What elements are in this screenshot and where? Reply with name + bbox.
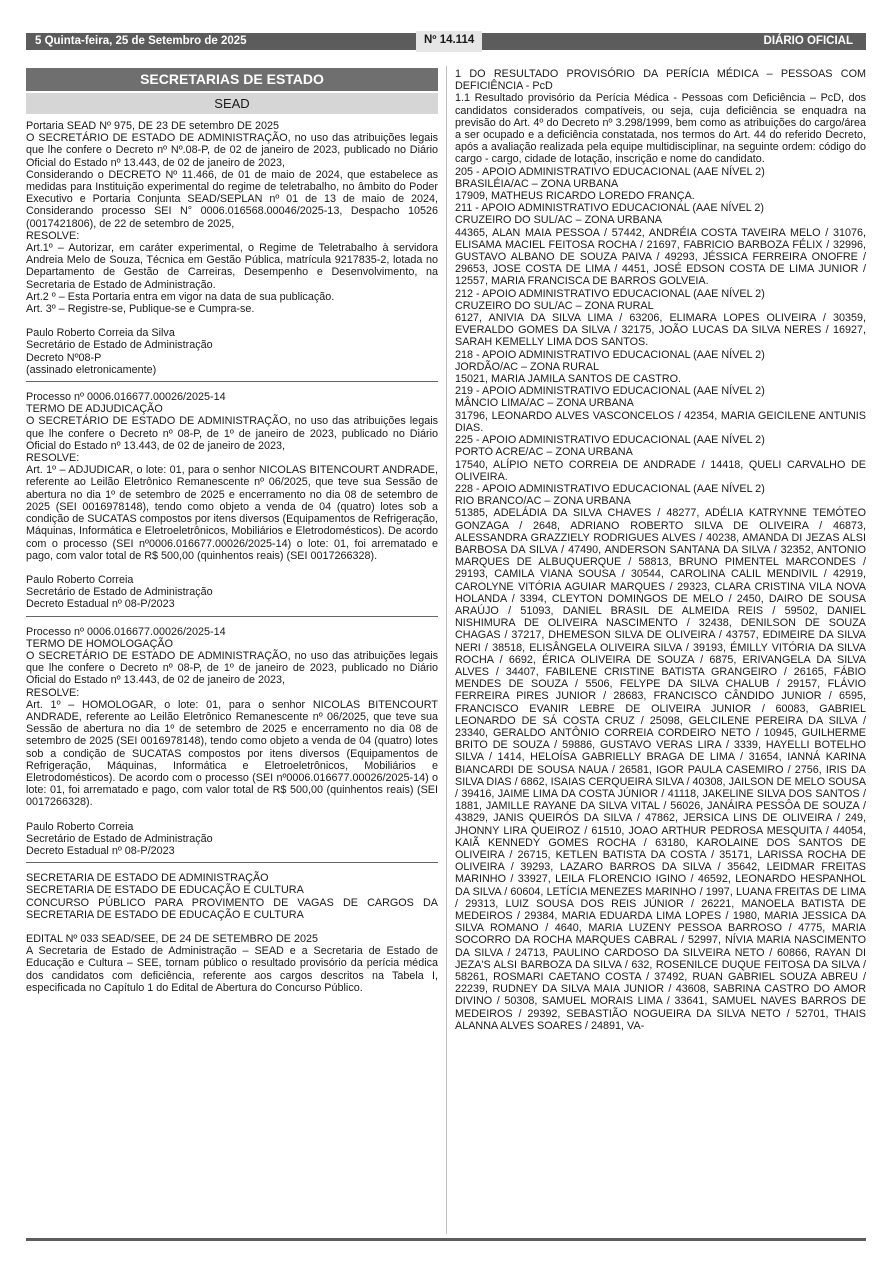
section-title: SECRETARIAS DE ESTADO	[26, 68, 438, 91]
signature-role: Secretário de Estado de Administração	[26, 586, 213, 599]
homologacao-block	[26, 626, 438, 858]
edital-body: A Secretaria de Estado de Administração – SEAD e a Secretaria de Estado de Educação e Cultura – SEE, tornam público o resultado provisório da perícia médica dos candidatos com deficiência, referente aos cargos descritos na Tabela I, especificada no Capítulo 1 do Edital de Abertura do Concurso Público.	[26, 945, 438, 994]
portaria-art1: Art.1º – Autorizar, em caráter experimental, o Regime de Teletrabalho à servidora Andreia Melo de Souza, Técnica em Gestão Pública, matrícula 9217835-2, lotada no Departamento de Gestão de Carreiras, Desempenho e Desenvolvimento, na Secretaria de Estado de Administração.	[26, 242, 438, 291]
group-city: CRUZEIRO DO SUL/AC – ZONA URBANA	[455, 214, 662, 227]
group-title: 218 - APOIO ADMINISTRATIVO EDUCACIONAL (AAE NÍVEL 2)	[455, 348, 765, 361]
candidate-list: 6127, ANIVIA DA SILVA LIMA / 63206, ELIMARA LOPES OLIVEIRA / 30359, EVERALDO GOMES DA SILVA / 32175, JOÃO LUCAS DA SILVA NERES / 16927, SARAH KEMELLY LIMA DOS SANTOS.	[455, 312, 866, 349]
portaria-block	[26, 120, 438, 376]
signature-decree: Decreto Estadual nº 08-P/2023	[26, 598, 175, 611]
portaria-resolve: RESOLVE:	[26, 229, 80, 242]
candidate-list: 44365, ALAN MAIA PESSOA / 57442, ANDRÉIA COSTA TAVEIRA MELO / 31076, ELISAMA MACIEL FEITOSA ROCHA / 21697, FABRICIO BARBOZA FÉLIX / 32996, GUSTAVO ALBANO DE SOUZA PAIVA / 49293, JÉSSICA FERREIRA ONOFRE / 29653, JOSE COSTA DE LIMA / 4451, JOSÉ EDSON COSTA DE LIMA JUNIOR / 12557, MARIA FRANCISCA DE BARROS GOLVEIA.	[455, 226, 866, 288]
homologacao-body: O SECRETÁRIO DE ESTADO DE ADMINISTRAÇÃO, no uso das atribuições legais que lhe confere o Decreto nº 08-P, de 1º de janeiro de 2023, publicado no Diário Oficial do Estado nº 13.443, de 02 de janeiro de 2023,	[26, 649, 438, 687]
signature-decree: Decreto Nº08-P	[26, 351, 102, 364]
adjudicacao-art1: Art. 1º – ADJUDICAR, o lote: 01, para o senhor NICOLAS BITENCOURT ANDRADE, referente ao Leilão Eletrônico Remanescente nº 06/2025, que teve sua Sessão de abertura no dia 1º de setembro de 2025 e encerramento no dia 08 de setembro de 2025 (SEI 0016978148), tendo como objeto a venda de 04 (quatro) lotes sob a condição de SUCATAS compostos por itens diversos (Equipamentos de Refrigeração, Máquinas, Informática e Eletroeletrônicos, Mobiliários e Eletrodomésticos). De acordo com o processo (SEI nº0006.016677.00026/2025-14) o lote: 01, foi arrematado e pago, com valor total de R$ 500,00 (quinhentos reais) (SEI 0017266328).	[26, 464, 438, 562]
homologacao-resolve: RESOLVE:	[26, 686, 80, 699]
group-title: 205 - APOIO ADMINISTRATIVO EDUCACIONAL (AAE NÍVEL 2)	[455, 165, 765, 178]
left-column	[26, 68, 438, 994]
adjudicacao-resolve: RESOLVE:	[26, 452, 80, 465]
result-heading: 1 DO RESULTADO PROVISÓRIO DA PERÍCIA MÉDICA – PESSOAS COM DEFICIÊNCIA - PcD	[455, 68, 866, 93]
page-bottom-rule	[26, 1238, 866, 1241]
group-title: 212 - APOIO ADMINISTRATIVO EDUCACIONAL (AAE NÍVEL 2)	[455, 287, 765, 300]
publication-name: DIÁRIO OFICIAL	[763, 35, 853, 47]
adjudicacao-body: O SECRETÁRIO DE ESTADO DE ADMINISTRAÇÃO, no uso das atribuições legais que lhe confere o Decreto nº 08-P, de 1º de janeiro de 2023, publicado no Diário Oficial do Estado nº 13.443, de 02 de janeiro de 2023,	[26, 415, 438, 452]
adjudicacao-process: Processo nº 0006.016677.00026/2025-14	[26, 391, 226, 404]
edital-title: EDITAL Nº 033 SEAD/SEE, DE 24 DE SETEMBRO DE 2025	[26, 932, 318, 945]
portaria-considerando: Considerando o DECRETO Nº 11.466, de 01 de maio de 2024, que estabelece as medidas para Instituição experimental do regime de teletrabalho, no âmbito do Poder Executivo e Portaria Conjunta SEAD/SEPLAN nº 01 de 13 de maio de 2024, Considerando processo SEI N° 0006.016568.00046/2025-13, Despacho 10526 (0017421806), de 22 de setembro de 2025,	[26, 168, 438, 230]
signature-role: Secretário de Estado de Administração	[26, 832, 213, 845]
group-city: JORDÃO/AC – ZONA RURAL	[455, 360, 599, 373]
concurso-line-2: SECRETARIA DE ESTADO DE EDUCAÇÃO E CULTURA	[26, 884, 304, 897]
page-date: 5 Quinta-feira, 25 de Setembro de 2025	[35, 35, 247, 47]
signature-name: Paulo Roberto Correia	[26, 820, 134, 833]
group-city: RIO BRANCO/AC – ZONA URBANA	[455, 495, 631, 508]
group-city: BRASILÉIA/AC – ZONA URBANA	[455, 177, 619, 190]
homologacao-process: Processo nº 0006.016677.00026/2025-14	[26, 625, 226, 638]
candidate-list: 17540, ALÍPIO NETO CORREIA DE ANDRADE / 14418, QUELI CARVALHO DE OLIVEIRA.	[455, 458, 866, 483]
section-rule	[26, 862, 438, 863]
portaria-art3: Art. 3º – Registre-se, Publique-se e Cumpra-se.	[26, 303, 255, 316]
homologacao-art1: Art. 1º – HOMOLOGAR, o lote: 01, para o senhor NICOLAS BITENCOURT ANDRADE, referente ao Leilão Eletrônico Remanescente nº 06/2025, que teve sua Sessão de abertura no dia 1º de setembro de 2025 e encerramento no dia 08 de setembro de 2025 (SEI 0016978148), tendo como objeto a venda de 04 (quatro) lotes sob a condição de SUCATAS compostos por itens diversos (Equipamentos de Refrigeração, Máquinas, Informática e Eletroeletrônicos, Mobiliários e Eletrodomésticos). De acordo com o processo (SEI nº0006.016677.00026/2025-14) o lote: 01, foi arrematado e pago, com valor total de R$ 500,00 (quinhentos reais) (SEI 0017266328).	[26, 698, 438, 809]
portaria-body: O SECRETÁRIO DE ESTADO DE ADMINISTRAÇÃO, no uso das atribuições legais que lhe confere o Decreto nº Nº.08-P, de 02 de janeiro de 2023, publicado no Diário Oficial do Estado nº 13.443, de 02 de janeiro de 2023,	[26, 132, 438, 169]
section-rule	[26, 616, 438, 617]
candidate-list: 31796, LEONARDO ALVES VASCONCELOS / 42354, MARIA GEICILENE ANTUNIS DIAS.	[455, 409, 866, 434]
concurso-block	[26, 872, 438, 994]
homologacao-title: TERMO DE HOMOLOGAÇÃO	[26, 637, 173, 650]
group-city: PORTO ACRE/AC – ZONA URBANA	[455, 446, 633, 459]
right-column	[455, 68, 866, 1032]
group-city: CRUZEIRO DO SUL/AC – ZONA RURAL	[455, 299, 654, 312]
signature-name: Paulo Roberto Correia	[26, 573, 134, 586]
signature-role: Secretário de Estado de Administração	[26, 339, 213, 352]
candidate-list: 51385, ADELÁDIA DA SILVA CHAVES / 48277, ADÉLIA KATRYNNE TEMÓTEO GONZAGA / 2648, ADRIANO ROBERTO SILVA DE OLIVEIRA / 46873, ALESSANDRA GRAZZIELY RODRIGUES ALVES / 40238, AMANDA DI JEZAS ALSI BARBOSA DA SILVA / 47490, ANDERSON SANTANA DA SILVA / 32352, ANTONIO MARQUES DE ALBUQUERQUE / 58813, BRUNO PIMENTEL MARCONDES / 29193, CAMILA VIANA SOUSA / 30544, CAROLINA CALIL MENDIVIL / 42919, CAROLYNE VITÓRIA AGUIAR MARQUES / 29323, CLARA CRISTINA VILA NOVA HOLANDA / 3394, CLEYTON DOMINGOS DE MELO / 2450, DAIRO DE SOUSA ARAÚJO / 51093, DANIEL BRASIL DE ALMEIDA REIS / 59502, DANIEL NISHIMURA DE OLIVEIRA NASCIMENTO / 32438, DENILSON DE SOUZA CHAGAS / 37217, DHEMESON SILVA DE OLIVEIRA / 43757, EDIMEIRE DA SILVA NERI / 38518, ELISÂNGELA OLIVEIRA SILVA / 39193, ÉMILLY VITÓRIA DA SILVA ROCHA / 6692, ÉRICA OLIVEIRA DE SOUZA / 6875, ERIVANGELA DA SILVA ALVES / 34407, FABILENE CRISTINE BATISTA GRANGEIRO / 26165, FÁBIO MENDES DE SOUZA / 5506, FELYPE DA SILVA CHALUB / 29157, FLÁVIO FERREIRA PIRES JUNIOR / 28683, FRANCISCO CÂNDIDO JUNIOR / 6595, FRANCISCO EVANIR LEBRE DE OLIVEIRA JUNIOR / 60083, GABRIEL LEONARDO DE SÁ COSTA CRUZ / 25098, GELCILENE PEREIRA DA SILVA / 23340, GERALDO ANTÔNIO CORREIA CORDEIRO NETO / 10945, GUILHERME BRITO DE SOUZA / 59886, GUSTAVO VERAS LIRA / 3339, HAYELLI BOTELHO SILVA / 1414, HELOÍSA GABRIELLY BRAGA DE LIMA / 31654, IANNÁ KARINA BIANCARDI DE SOUSA NAUA / 26581, IGOR PAULA CASEMIRO / 2756, IRIS DA SILVA DIAS / 6862, ISAIAS CERQUEIRA SILVA / 40308, JAILSON DE MELO SOUSA / 39416, JAIME LIMA DA COSTA JÚNIOR / 41118, JAKELINE SILVA DOS SANTOS / 1881, JAMILLE RAYANE DA SILVA VITAL / 56026, JANÁIRA PESSÔA DE SOUZA / 43829, JANIS QUEIRÓS DA SILVA / 47862, JERSICA LINS DE OLIVEIRA / 249, JHONNY LIRA QUEIROZ / 61510, JOAO ARTHUR PEDROSA MESQUITA / 44054, KAIÃ KENNEDY GOMES ROCHA / 63180, KAROLAINE DOS SANTOS DE OLIVEIRA / 26715, KETLEN BATISTA DA COSTA / 35171, LARISSA ROCHA DE OLIVEIRA / 39293, LAZARO BARROS DA SILVA / 35642, LEIDMAR FREITAS MARINHO / 33927, LEILA FLORENCIO IGINO / 46592, LEONARDO HESPANHOL DA SILVA / 60604, LETÍCIA MENEZES MARINHO / 1997, LUANA FREITAS DE LIMA / 29313, LUIZ SOUSA DOS REIS JÚNIOR / 26221, MANOELA BATISTA DE MEDEIROS / 29384, MARIA EDUARDA LIMA LOPES / 1980, MARIA JESSICA DA SILVA ROMANO / 4640, MARIA LUZENY PESSOA BARROSO / 4775, MARIA SOCORRO DA ROCHA MARQUES CABRAL / 52997, NÍVIA MARIA NASCIMENTO DA SILVA / 24713, PAULINO CARDOSO DA SILVEIRA NETO / 60866, RAYAN DI JEZA'S ALSI BARBOZA DA SILVA / 632, ROSENILCE DUQUE FEITOSA DA SILVA / 58261, ROSMARI CAETANO COSTA / 37492, RUAN GABRIEL SOUZA ABREU / 22239, RUDNEY DA SILVA MAIA JUNIOR / 43608, SABRINA CASTRO DO AMOR DIVINO / 50308, SAMUEL MORAIS LIMA / 33641, SAMUEL NAVES BARROS DE MEDEIROS / 29392, SEBASTIÃO NOGUEIRA DA SILVA NETO / 52701, THAIS ALANNA ALVES SOARES / 24891, VA-	[455, 507, 866, 1032]
section-subtitle: SEAD	[26, 93, 438, 114]
group-title: 211 - APOIO ADMINISTRATIVO EDUCACIONAL (AAE NÍVEL 2)	[455, 202, 764, 215]
group-title: 228 - APOIO ADMINISTRATIVO EDUCACIONAL (AAE NÍVEL 2)	[455, 482, 765, 495]
candidate-list: 15021, MARIA JAMILA SANTOS DE CASTRO.	[455, 373, 682, 386]
concurso-line-1: SECRETARIA DE ESTADO DE ADMINISTRAÇÃO	[26, 872, 269, 885]
adjudicacao-title: TERMO DE ADJUDICAÇÃO	[26, 403, 163, 416]
column-divider	[446, 66, 447, 1234]
signature-note: (assinado eletronicamente)	[26, 363, 157, 376]
group-title: 219 - APOIO ADMINISTRATIVO EDUCACIONAL (AAE NÍVEL 2)	[455, 385, 765, 398]
issue-number: Nº 14.114	[416, 31, 482, 52]
portaria-title: Portaria SEAD Nº 975, DE 23 DE setembro DE 2025	[26, 120, 279, 132]
candidate-list: 17909, MATHEUS RICARDO LOREDO FRANÇA.	[455, 190, 695, 203]
group-city: MÂNCIO LIMA/AC – ZONA URBANA	[455, 397, 634, 410]
signature-name: Paulo Roberto Correia da Silva	[26, 327, 175, 340]
group-title: 225 - APOIO ADMINISTRATIVO EDUCACIONAL (AAE NÍVEL 2)	[455, 434, 765, 447]
signature-decree: Decreto Estadual nº 08-P/2023	[26, 844, 175, 857]
page-header	[26, 33, 866, 50]
adjudicacao-block	[26, 391, 438, 610]
section-rule	[26, 381, 438, 382]
concurso-line-3: CONCURSO PÚBLICO PARA PROVIMENTO DE VAGAS DE CARGOS DA SECRETARIA DE ESTADO DE EDUCAÇÃO E CULTURA	[26, 896, 438, 921]
portaria-art2: Art.2 º – Esta Portaria entra em vigor na data de sua publicação.	[26, 290, 335, 303]
result-intro: 1.1 Resultado provisório da Perícia Médica - Pessoas com Deficiência – PcD, dos candidatos considerados compatíveis, ou seja, cuja deficiência se enquadra na previsão do Art. 4º do Decreto nº 3.298/1999, bem como as atribuições do cargo/área a ser ocupado e a deficiência constatada, nos termos do Art. 44 do referido Decreto, após a avaliação realizada pela equipe multidisciplinar, na seguinte ordem: código do cargo - cargo, cidade de lotação, inscrição e nome do candidato.	[455, 92, 866, 166]
